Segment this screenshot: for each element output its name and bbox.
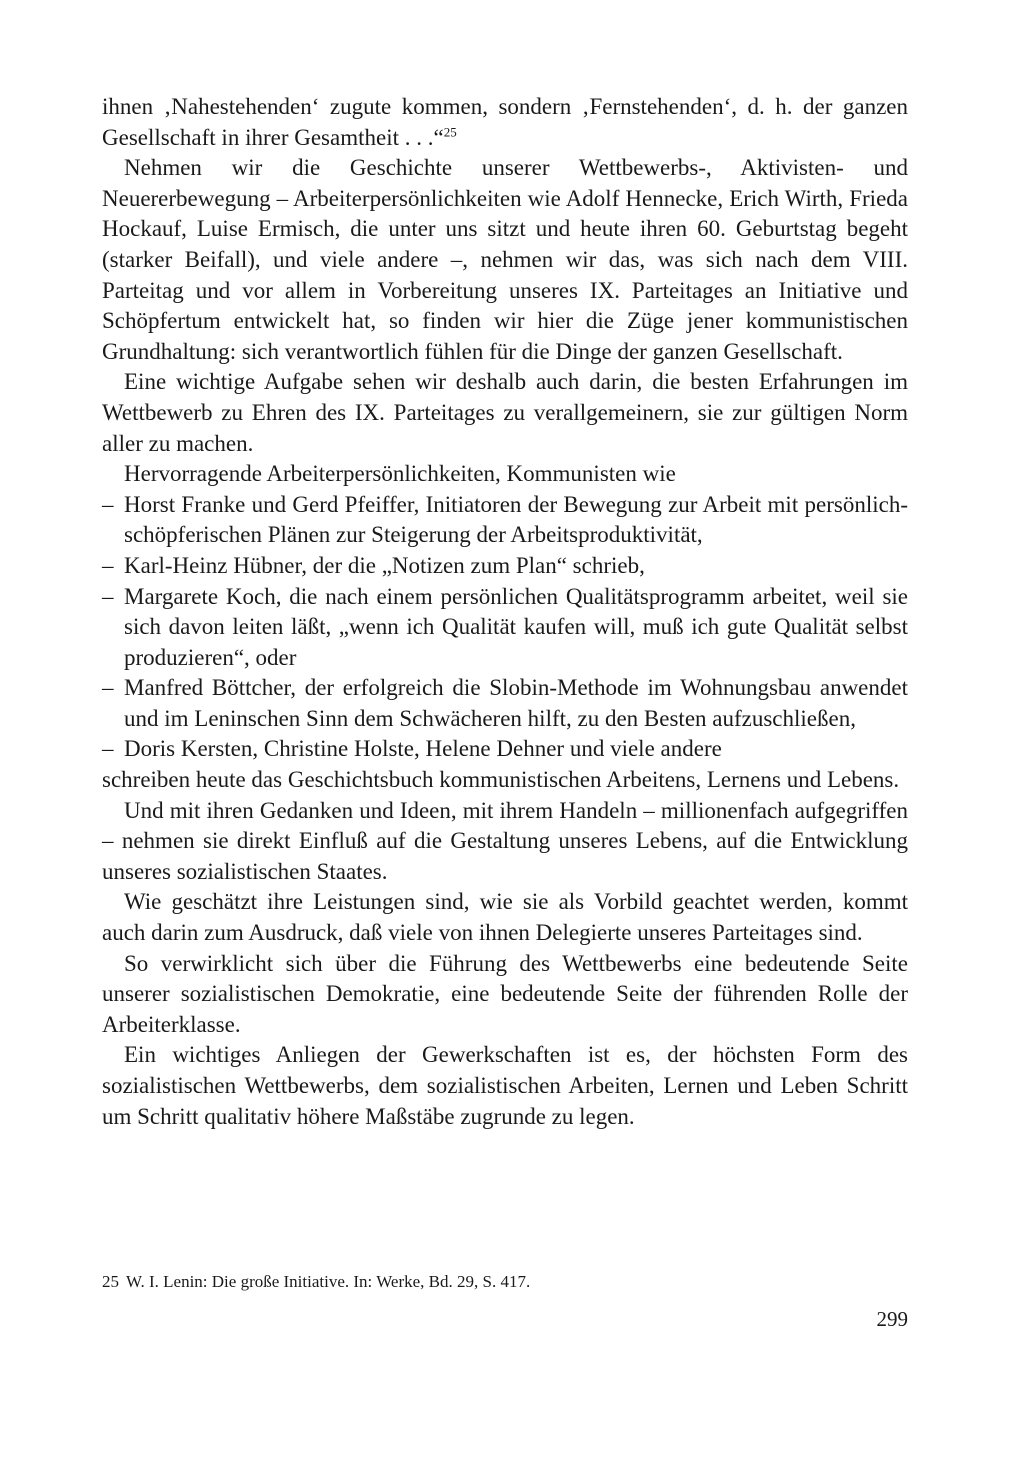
- list-item: [102, 490, 908, 551]
- footnote: [102, 1271, 908, 1293]
- list-item: [102, 582, 908, 674]
- list-item: [102, 734, 908, 765]
- paragraph-3: Und mit ihren Gedanken und Ideen, mit ihrem Handeln – millionenfach aufgegriffen – nehmen sie direkt Einfluß auf die Gestaltung unseres Lebens, auf die Entwicklung unseres sozialistischen Staates.: [102, 797, 908, 884]
- list-item-text: Margarete Koch, die nach einem persönlichen Qualitätsprogramm arbeitet, weil sie sich davon leiten läßt, „wenn ich Qualität kaufen will, muß ich gute Qualität selbst produzieren“, oder: [124, 583, 908, 670]
- person-list: [102, 490, 908, 765]
- footnote-reference: 25: [443, 123, 457, 139]
- paragraph-1: Nehmen wir die Geschichte unserer Wettbewerbs-, Aktivisten- und Neuererbewegung – Arbeiterpersönlichkeiten wie Adolf Hennecke, Erich Wirth, Frieda Hockauf, Luise Ermisch, die unter uns sitzt und heute ihren 60. Geburtstag begeht (starker Beifall), und viele andere –, nehmen wir das, was sich nach dem VIII. Parteitag und vor allem in Vorbereitung unseres IX. Parteitages an Initiative und Schöpfertum entwickelt hat, so finden wir hier die Züge jener kommunistischen Grundhaltung: sich verantwortlich fühlen für die Dinge der ganzen Gesellschaft.: [102, 155, 908, 364]
- list-item-text: Horst Franke und Gerd Pfeiffer, Initiatoren der Bewegung zur Arbeit mit persönlich-schöpferischen Plänen zur Steigerung der Arbeitsproduktivität,: [124, 491, 908, 548]
- dash-marker: –: [102, 736, 114, 762]
- paragraph-6: Ein wichtiges Anliegen der Gewerkschaften ist es, der höchsten Form des sozialistischen Wettbewerbs, dem sozialistischen Arbeiten, Lernen und Leben Schritt um Schritt qualitativ höhere Maßstäbe zugrunde zu legen.: [102, 1042, 908, 1129]
- page-number: 299: [876, 1307, 908, 1331]
- dash-marker: –: [102, 583, 114, 609]
- dash-marker: –: [102, 552, 114, 578]
- footnote-number: 25: [102, 1272, 119, 1291]
- paragraph-2: Eine wichtige Aufgabe sehen wir deshalb auch darin, die besten Erfahrungen im Wettbewerb zu Ehren des IX. Parteitages zu verallgemeinern, sie zur gültigen Norm aller zu machen.: [102, 369, 908, 456]
- paragraph-4: Wie geschätzt ihre Leistungen sind, wie sie als Vorbild geachtet werden, kommt auch darin zum Ausdruck, daß viele von ihnen Delegierte unseres Parteitages sind.: [102, 889, 908, 946]
- list-item: [102, 551, 908, 582]
- footnote-text: W. I. Lenin: Die große Initiative. In: Werke, Bd. 29, S. 417.: [126, 1272, 531, 1291]
- list-item-text: Manfred Böttcher, der erfolgreich die Slobin-Methode im Wohnungsbau anwendet und im Leninschen Sinn dem Schwächeren hilft, zu den Besten aufzuschließen,: [124, 675, 908, 731]
- paragraph-text: ihnen ‚Nahestehenden‘ zugute kommen, sondern ‚Fernstehenden‘, d. h. der ganzen Gesellschaft in ihrer Gesamtheit . . .“: [102, 94, 908, 150]
- list-item: [102, 673, 908, 734]
- paragraph-5: So verwirklicht sich über die Führung des Wettbewerbs eine bedeutende Seite unserer sozialistischen Demokratie, eine bedeutende Seite der führenden Rolle der Arbeiterklasse.: [102, 950, 908, 1037]
- page-body: [102, 92, 908, 1132]
- paragraph-continuation: [102, 92, 908, 153]
- dash-marker: –: [102, 491, 114, 517]
- list-item-text: Karl-Heinz Hübner, der die „Notizen zum Plan“ schrieb,: [124, 552, 645, 578]
- dash-marker: –: [102, 675, 114, 701]
- list-item-text: Doris Kersten, Christine Holste, Helene Dehner und viele andere: [124, 736, 722, 762]
- list-intro: Hervorragende Arbeiterpersönlichkeiten, Kommunisten wie: [124, 461, 676, 487]
- list-conclusion: schreiben heute das Geschichtsbuch kommunistischen Arbeitens, Lernens und Lebens.: [102, 767, 900, 793]
